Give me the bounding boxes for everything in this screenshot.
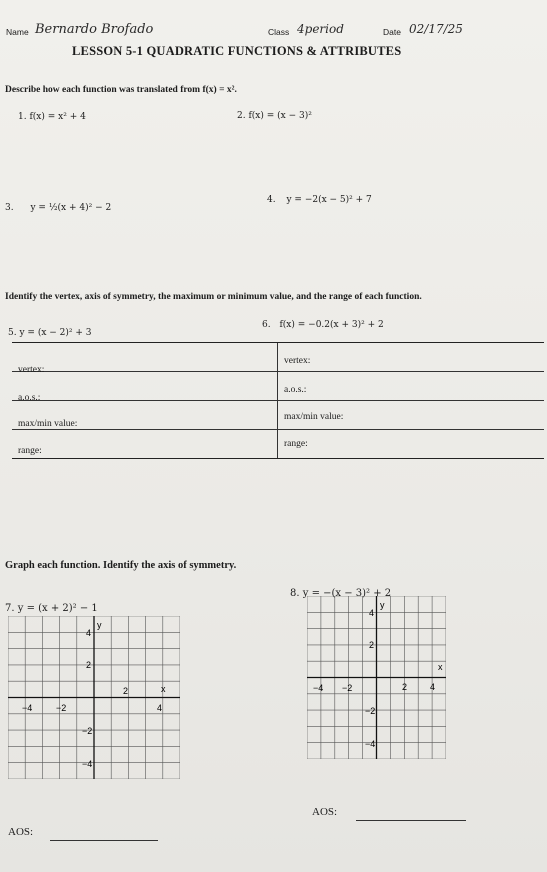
section1-instruction: Describe how each function was translated from f(x) = x². xyxy=(5,85,237,95)
problem-1-number: 1. xyxy=(18,112,27,122)
graph-8-y-axis-label: y xyxy=(380,600,385,610)
problem-5 xyxy=(8,328,92,338)
aos-label-7: AOS: xyxy=(8,826,34,838)
aos-answer-line-7[interactable] xyxy=(50,840,158,841)
problem-5-number: 5. xyxy=(8,328,17,338)
graph-8-xtick: 4 xyxy=(430,682,436,692)
problem-2 xyxy=(237,111,312,121)
graph-7-x-axis-label: x xyxy=(161,684,166,694)
vertex-label-6: vertex: xyxy=(284,356,311,366)
graph-7-y-axis-label: y xyxy=(97,620,102,630)
graph-8-ytick: 4 xyxy=(369,608,375,618)
graph-7-ytick: 2 xyxy=(86,660,92,670)
date-label: Date xyxy=(383,27,401,37)
section3-instruction: Graph each function. Identify the axis of symmetry. xyxy=(5,560,237,571)
graph-8-xtick: 2 xyxy=(402,682,408,692)
problem-8-number: 8. xyxy=(290,588,300,599)
problem-3 xyxy=(5,203,111,213)
graph-8-ytick: −4 xyxy=(365,739,376,749)
graph-7-ytick: −2 xyxy=(82,726,93,736)
graph-8-x-axis-label: x xyxy=(438,662,443,672)
graph-7-xtick: −2 xyxy=(56,703,67,713)
range-label-5: range: xyxy=(18,446,42,456)
problem-6 xyxy=(262,320,384,330)
graph-7-xtick: 4 xyxy=(157,703,163,713)
name-label: Name xyxy=(6,27,29,37)
aos-label-8: AOS: xyxy=(312,806,338,818)
range-label-6: range: xyxy=(284,439,308,449)
graph-7-xtick: −4 xyxy=(22,703,33,713)
graph-7-grid[interactable] xyxy=(8,616,180,779)
class-value: 4period xyxy=(297,22,344,36)
problem-5-expression: y = (x − 2)² + 3 xyxy=(19,328,92,338)
graph-8-grid[interactable] xyxy=(307,596,446,759)
problem-7 xyxy=(5,603,98,614)
problem-4-expression: y = −2(x − 5)² + 7 xyxy=(286,195,372,205)
problem-4-number: 4. xyxy=(267,195,276,205)
vertex-label-5: vertex: xyxy=(18,365,45,375)
table-row-line xyxy=(12,429,544,430)
problem-2-number: 2. xyxy=(237,111,246,121)
problem-3-expression: y = ½(x + 4)² − 2 xyxy=(30,203,112,213)
graph-8-ytick: −2 xyxy=(365,706,376,716)
maxmin-label-6: max/min value: xyxy=(284,412,344,422)
aos-label-6: a.o.s.: xyxy=(284,385,307,395)
graph-8-xtick: −4 xyxy=(313,683,324,693)
graph-7-xtick: 2 xyxy=(123,686,129,696)
date-value: 02/17/25 xyxy=(409,22,463,36)
problem-8-expression: y = −(x − 3)² + 2 xyxy=(302,588,392,599)
problem-4 xyxy=(267,195,372,205)
graph-7-ytick: 4 xyxy=(86,628,92,638)
graph-8-xtick: −2 xyxy=(342,683,353,693)
problem-6-number: 6. xyxy=(262,320,271,330)
attributes-table xyxy=(12,342,544,459)
problem-2-expression: f(x) = (x − 3)² xyxy=(248,111,312,121)
problem-6-expression: f(x) = −0.2(x + 3)² + 2 xyxy=(279,320,384,330)
problem-3-number: 3. xyxy=(5,203,14,213)
aos-answer-line-8[interactable] xyxy=(356,820,466,821)
problem-7-number: 7. xyxy=(5,603,15,614)
table-row-line xyxy=(12,400,544,401)
maxmin-label-5: max/min value: xyxy=(18,419,78,429)
graph-8-ytick: 2 xyxy=(369,640,375,650)
table-row-line xyxy=(12,371,544,372)
section2-instruction: Identify the vertex, axis of symmetry, the maximum or minimum value, and the range of each function. xyxy=(5,292,422,302)
problem-1-expression: f(x) = x² + 4 xyxy=(29,112,86,122)
problem-1 xyxy=(18,112,86,122)
name-value: Bernardo Brofado xyxy=(35,22,154,37)
problem-7-expression: y = (x + 2)² − 1 xyxy=(17,603,98,614)
lesson-title: LESSON 5-1 QUADRATIC FUNCTIONS & ATTRIBUTES xyxy=(72,44,402,58)
aos-label-5: a.o.s.: xyxy=(18,393,41,403)
graph-7-ytick: −4 xyxy=(82,759,93,769)
class-label: Class xyxy=(268,27,290,37)
